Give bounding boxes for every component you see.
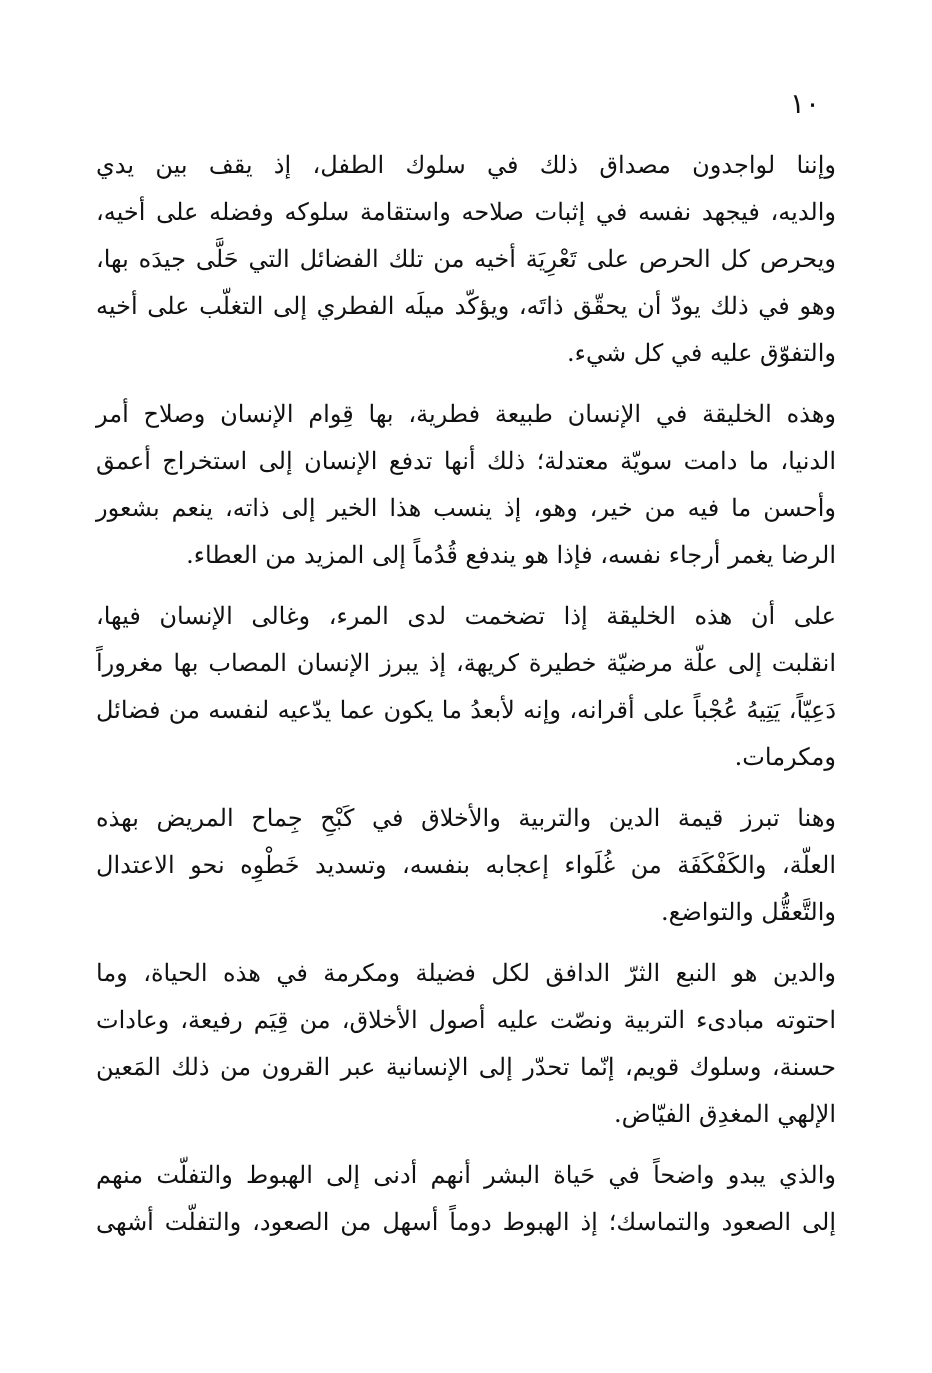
paragraph <box>96 795 836 936</box>
paragraph <box>96 391 836 579</box>
text-line: إلى الصعود والتماسك؛ إذ الهبوط دوماً أسهل من الصعود، والتفلّت أشهى <box>96 1208 836 1236</box>
text-line: والتَّعقُّل والتواضع. <box>661 898 836 926</box>
text-line: الرضا يغمر أرجاء نفسه، فإذا هو يندفع قُدُماً إلى المزيد من العطاء. <box>186 541 836 569</box>
paragraph <box>96 1152 836 1246</box>
text-line: والدين هو النبع الثرّ الدافق لكل فضيلة ومكرمة في هذه الحياة، وما <box>96 959 836 987</box>
text-line: انقلبت إلى علّة مرضيّة خطيرة كريهة، إذ يبرز الإنسان المصاب بها مغروراً <box>96 649 836 677</box>
text-line: ويحرص كل الحرص على تَعْرِيَة أخيه من تلك الفضائل التي حَلَّى جيدَه بها، <box>96 245 836 273</box>
text-line: حسنة، وسلوك قويم، إنّما تحدّر إلى الإنسانية عبر القرون من ذلك المَعين <box>96 1053 836 1081</box>
text-line: والديه، فيجهد نفسه في إثبات صلاحه واستقامة سلوكه وفضله على أخيه، <box>96 198 837 226</box>
paragraph <box>96 950 836 1138</box>
text-line: دَعِيّاً، يَتِيهُ عُجْباً على أقرانه، وإنه لأبعدُ ما يكون عما يدّعيه لنفسه من فضائل <box>96 696 837 724</box>
text-line: وإننا لواجدون مصداق ذلك في سلوك الطفل، إذ يقف بين يدي <box>96 151 836 179</box>
text-line: العلّة، والكَفْكَفَة من غُلَواء إعجابه بنفسه، وتسديد خَطْوِه نحو الاعتدال <box>96 851 836 879</box>
text-line: ومكرمات. <box>734 743 836 771</box>
text-line: على أن هذه الخليقة إذا تضخمت لدى المرء، وغالى الإنسان فيها، <box>96 602 836 630</box>
text-line: وهنا تبرز قيمة الدين والتربية والأخلاق في كَبْحِ جِماح المريض بهذه <box>96 804 836 832</box>
paragraph <box>96 142 836 377</box>
paragraph <box>96 593 836 781</box>
text-line: وهو في ذلك يودّ أن يحقّق ذاتَه، ويؤكّد ميلَه الفطري إلى التغلّب على أخيه <box>96 292 836 320</box>
text-line: الإلهي المغدِق الفيّاض. <box>614 1100 836 1128</box>
page-number: ١٠ <box>789 87 820 120</box>
text-line: وأحسن ما فيه من خير، وهو، إذ ينسب هذا الخير إلى ذاته، ينعم بشعور <box>96 494 836 522</box>
text-line: الدنيا، ما دامت سويّة معتدلة؛ ذلك أنها تدفع الإنسان إلى استخراج أعمق <box>96 447 836 475</box>
body-text <box>96 142 836 1246</box>
text-line: وهذه الخليقة في الإنسان طبيعة فطرية، بها قِوام الإنسان وصلاح أمر <box>96 400 836 428</box>
text-line: والتفوّق عليه في كل شيء. <box>567 339 836 367</box>
text-line: احتوته مبادىء التربية ونصّت عليه أصول الأخلاق، من قِيَم رفيعة، وعادات <box>96 1006 836 1034</box>
text-line: والذي يبدو واضحاً في حَياة البشر أنهم أدنى إلى الهبوط والتفلّت منهم <box>96 1161 836 1189</box>
